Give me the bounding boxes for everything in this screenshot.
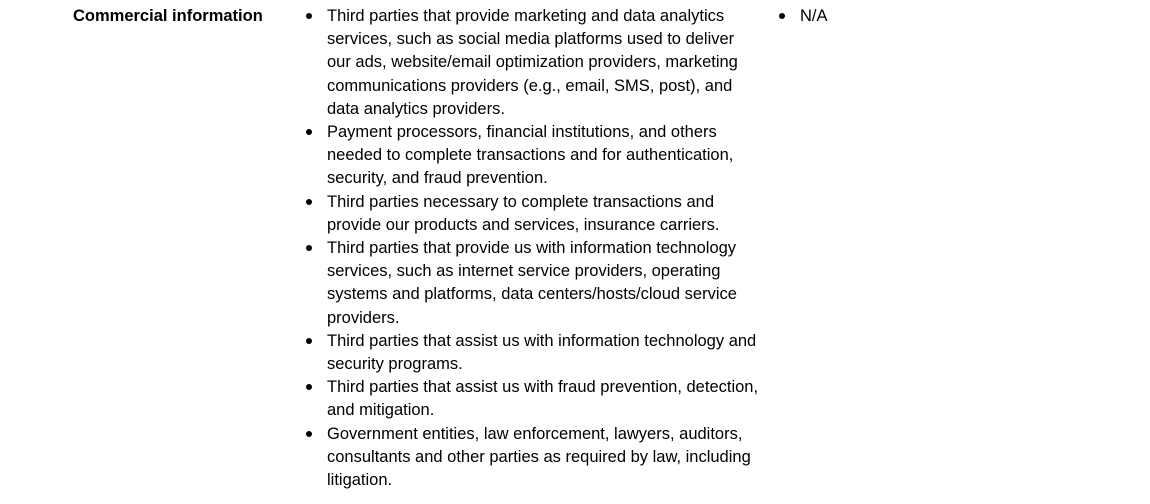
list-item-text: Payment processors, financial institutions, and others needed to complete transactions and for authentication, security, and fraud prevention. bbox=[327, 123, 734, 188]
list-item bbox=[304, 5, 759, 121]
list-item bbox=[304, 191, 759, 237]
list-item-text: N/A bbox=[800, 7, 828, 25]
bullet-icon bbox=[779, 13, 785, 19]
list-item-text: Third parties that provide us with information technology services, such as internet service providers, operating systems and platforms, data centers/hosts/cloud service providers. bbox=[327, 239, 737, 327]
list-item bbox=[304, 121, 759, 191]
list-item bbox=[304, 330, 759, 376]
category-label: Commercial information bbox=[73, 7, 263, 25]
sold-shared-column bbox=[777, 5, 897, 28]
bullet-icon bbox=[306, 245, 312, 251]
recipients-column bbox=[304, 5, 764, 492]
bullet-icon bbox=[306, 129, 312, 135]
list-item-text: Government entities, law enforcement, lawyers, auditors, consultants and other parties as required by law, including litigation. bbox=[327, 424, 751, 490]
list-item-text: Third parties that provide marketing and data analytics services, such as social media platforms used to deliver our ads, website/email optimization providers, marketing communications providers (e.g., email, SMS, post), and data analytics providers. bbox=[327, 7, 738, 118]
list-item bbox=[304, 423, 759, 493]
list-item-text: Third parties necessary to complete transactions and provide our products and services, insurance carriers. bbox=[327, 192, 720, 234]
list-item bbox=[304, 376, 759, 422]
bullet-icon bbox=[306, 384, 312, 390]
bullet-icon bbox=[306, 431, 312, 437]
list-item bbox=[304, 237, 759, 330]
table-row bbox=[0, 5, 1150, 500]
list-item-text: Third parties that assist us with information technology and security programs. bbox=[327, 331, 757, 374]
recipients-list bbox=[304, 5, 764, 492]
list-item bbox=[777, 5, 897, 28]
sold-shared-list bbox=[777, 5, 897, 28]
bullet-icon bbox=[306, 13, 312, 19]
bullet-icon bbox=[306, 338, 312, 344]
bullet-icon bbox=[306, 199, 312, 205]
list-item-text: Third parties that assist us with fraud prevention, detection, and mitigation. bbox=[327, 378, 759, 420]
